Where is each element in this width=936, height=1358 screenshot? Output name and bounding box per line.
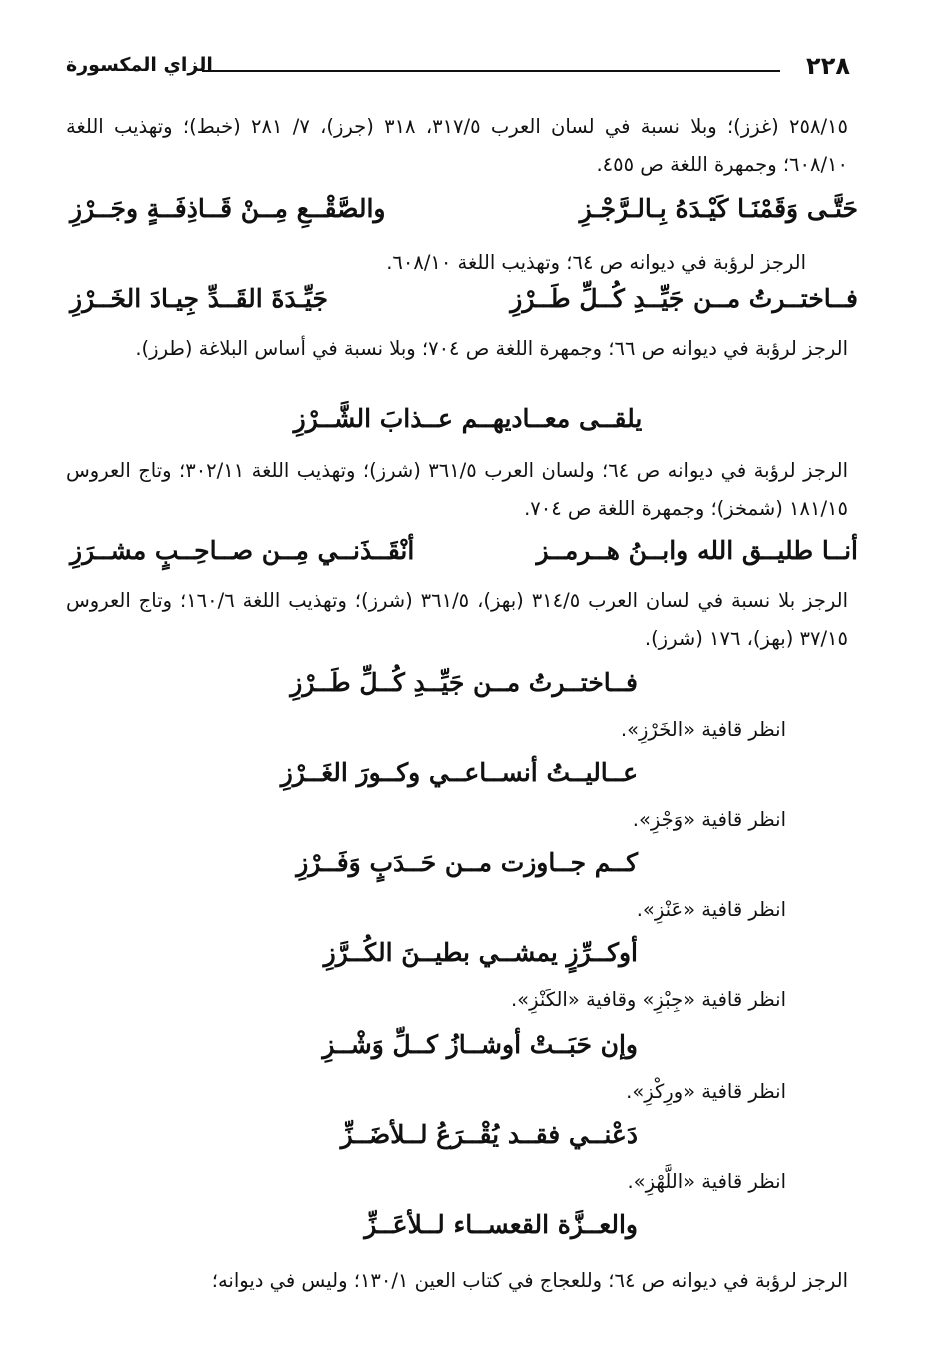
verse-hemistich-second: أنْقَــذَنــي مِــن صــاحِــبٍ مشــرَزِ [70, 536, 415, 565]
source-note: الرجز لرؤبة في ديوانه ص ٦٦؛ وجمهرة اللغة ص ٧٠٤؛ وبلا نسبة في أساس البلاغة (طرز). [135, 337, 848, 360]
verse-line: والعــزَّة القعســاء لــلأعَــزِّ [364, 1210, 638, 1239]
verse-line: دَعْنــي فقــد يُقْــرَعُ لــلأضَــزِّ [340, 1120, 638, 1149]
cross-reference: انظر قافية «ورِكْزِ». [626, 1080, 786, 1103]
verse-hemistich-second: والصَّقْــعِ مِــنْ قَــاذِفَــةٍ وجَــرْزِ [70, 194, 386, 223]
verse-line: فــاختــرتُ مــن جَيِّــدِ كُــلِّ طَــرْزِ [290, 668, 638, 697]
source-note: الرجز بلا نسبة في لسان العرب ٣١٤/٥ (بهز)، ٣٦١/٥ (شرز)؛ وتهذيب اللغة ١٦٠/٦؛ وتاج العروس ٣٧/١٥ (بهز)، ١٧٦ (شرز). [66, 589, 849, 650]
cross-reference: انظر قافية «وَجْزِ». [632, 808, 786, 831]
verse-line: عــاليــتُ أنســاعــي وكــورَ الغَــرْزِ [280, 758, 638, 787]
source-note: ٢٥٨/١٥ (غزز)؛ وبلا نسبة في لسان العرب ٣١٧/٥، ٣١٨ (جرز)، ٧/ ٢٨١ (خبط)؛ وتهذيب اللغة ٦٠٨/١٠؛ وجمهرة اللغة ص ٤٥٥. [66, 115, 848, 176]
verse-line: يلقــى معــاديهــم عــذابَ الشَّــرْزِ [293, 404, 643, 433]
verse-hemistich-first: فــاختــرتُ مــن جَيِّــدِ كُــلِّ طَــرْزِ [510, 284, 858, 313]
source-note: الرجز لرؤبة في ديوانه ص ٦٤؛ وللعجاج في كتاب العين ١٣٠/١؛ وليس في ديوانه؛ [211, 1269, 848, 1292]
running-title: الزاي المكسورة [66, 54, 213, 76]
verse-hemistich-second: جَيِّـدَةَ القَــدِّ جِيـادَ الخَــرْزِ [70, 284, 328, 313]
source-note: الرجز لرؤبة في ديوانه ص ٦٤؛ وتهذيب اللغة ٦٠٨/١٠. [386, 251, 806, 274]
verse-line: وإن حَبَــتْ أوشــازُ كــلِّ وَشْــزِ [322, 1030, 638, 1059]
verse-line: أوكــرِّزٍ يمشــي بطيــنَ الكُــرَّزِ [323, 938, 638, 967]
page-header [66, 52, 850, 86]
cross-reference: انظر قافية «جِبْزِ» وقافية «الكَنْزِ». [510, 988, 786, 1011]
cross-reference: انظر قافية «الخَرْزِ». [620, 718, 786, 741]
verse-hemistich-first: حَتَّـى وَقَمْنَـا كَيْـدَهُ بِـالـرَّجْـزِ [579, 194, 858, 223]
cross-reference: انظر قافية «اللَّهْزِ». [627, 1170, 786, 1193]
cross-reference: انظر قافية «عَنْزِ». [636, 898, 786, 921]
verse-line: كــم جــاوزت مــن حَــدَبٍ وَفَــرْزِ [296, 848, 638, 877]
verse-hemistich-first: أنــا طليــق الله وابــنُ هــرمــز [536, 536, 858, 565]
source-note: الرجز لرؤبة في ديوانه ص ٦٤؛ ولسان العرب ٣٦١/٥ (شرز)؛ وتهذيب اللغة ٣٠٢/١١؛ وتاج العروس ١٨١/١٥ (شمخز)؛ وجمهرة اللغة ص ٧٠٤. [66, 459, 848, 520]
page-number: ٢٢٨ [806, 52, 850, 80]
header-rule [202, 70, 780, 72]
